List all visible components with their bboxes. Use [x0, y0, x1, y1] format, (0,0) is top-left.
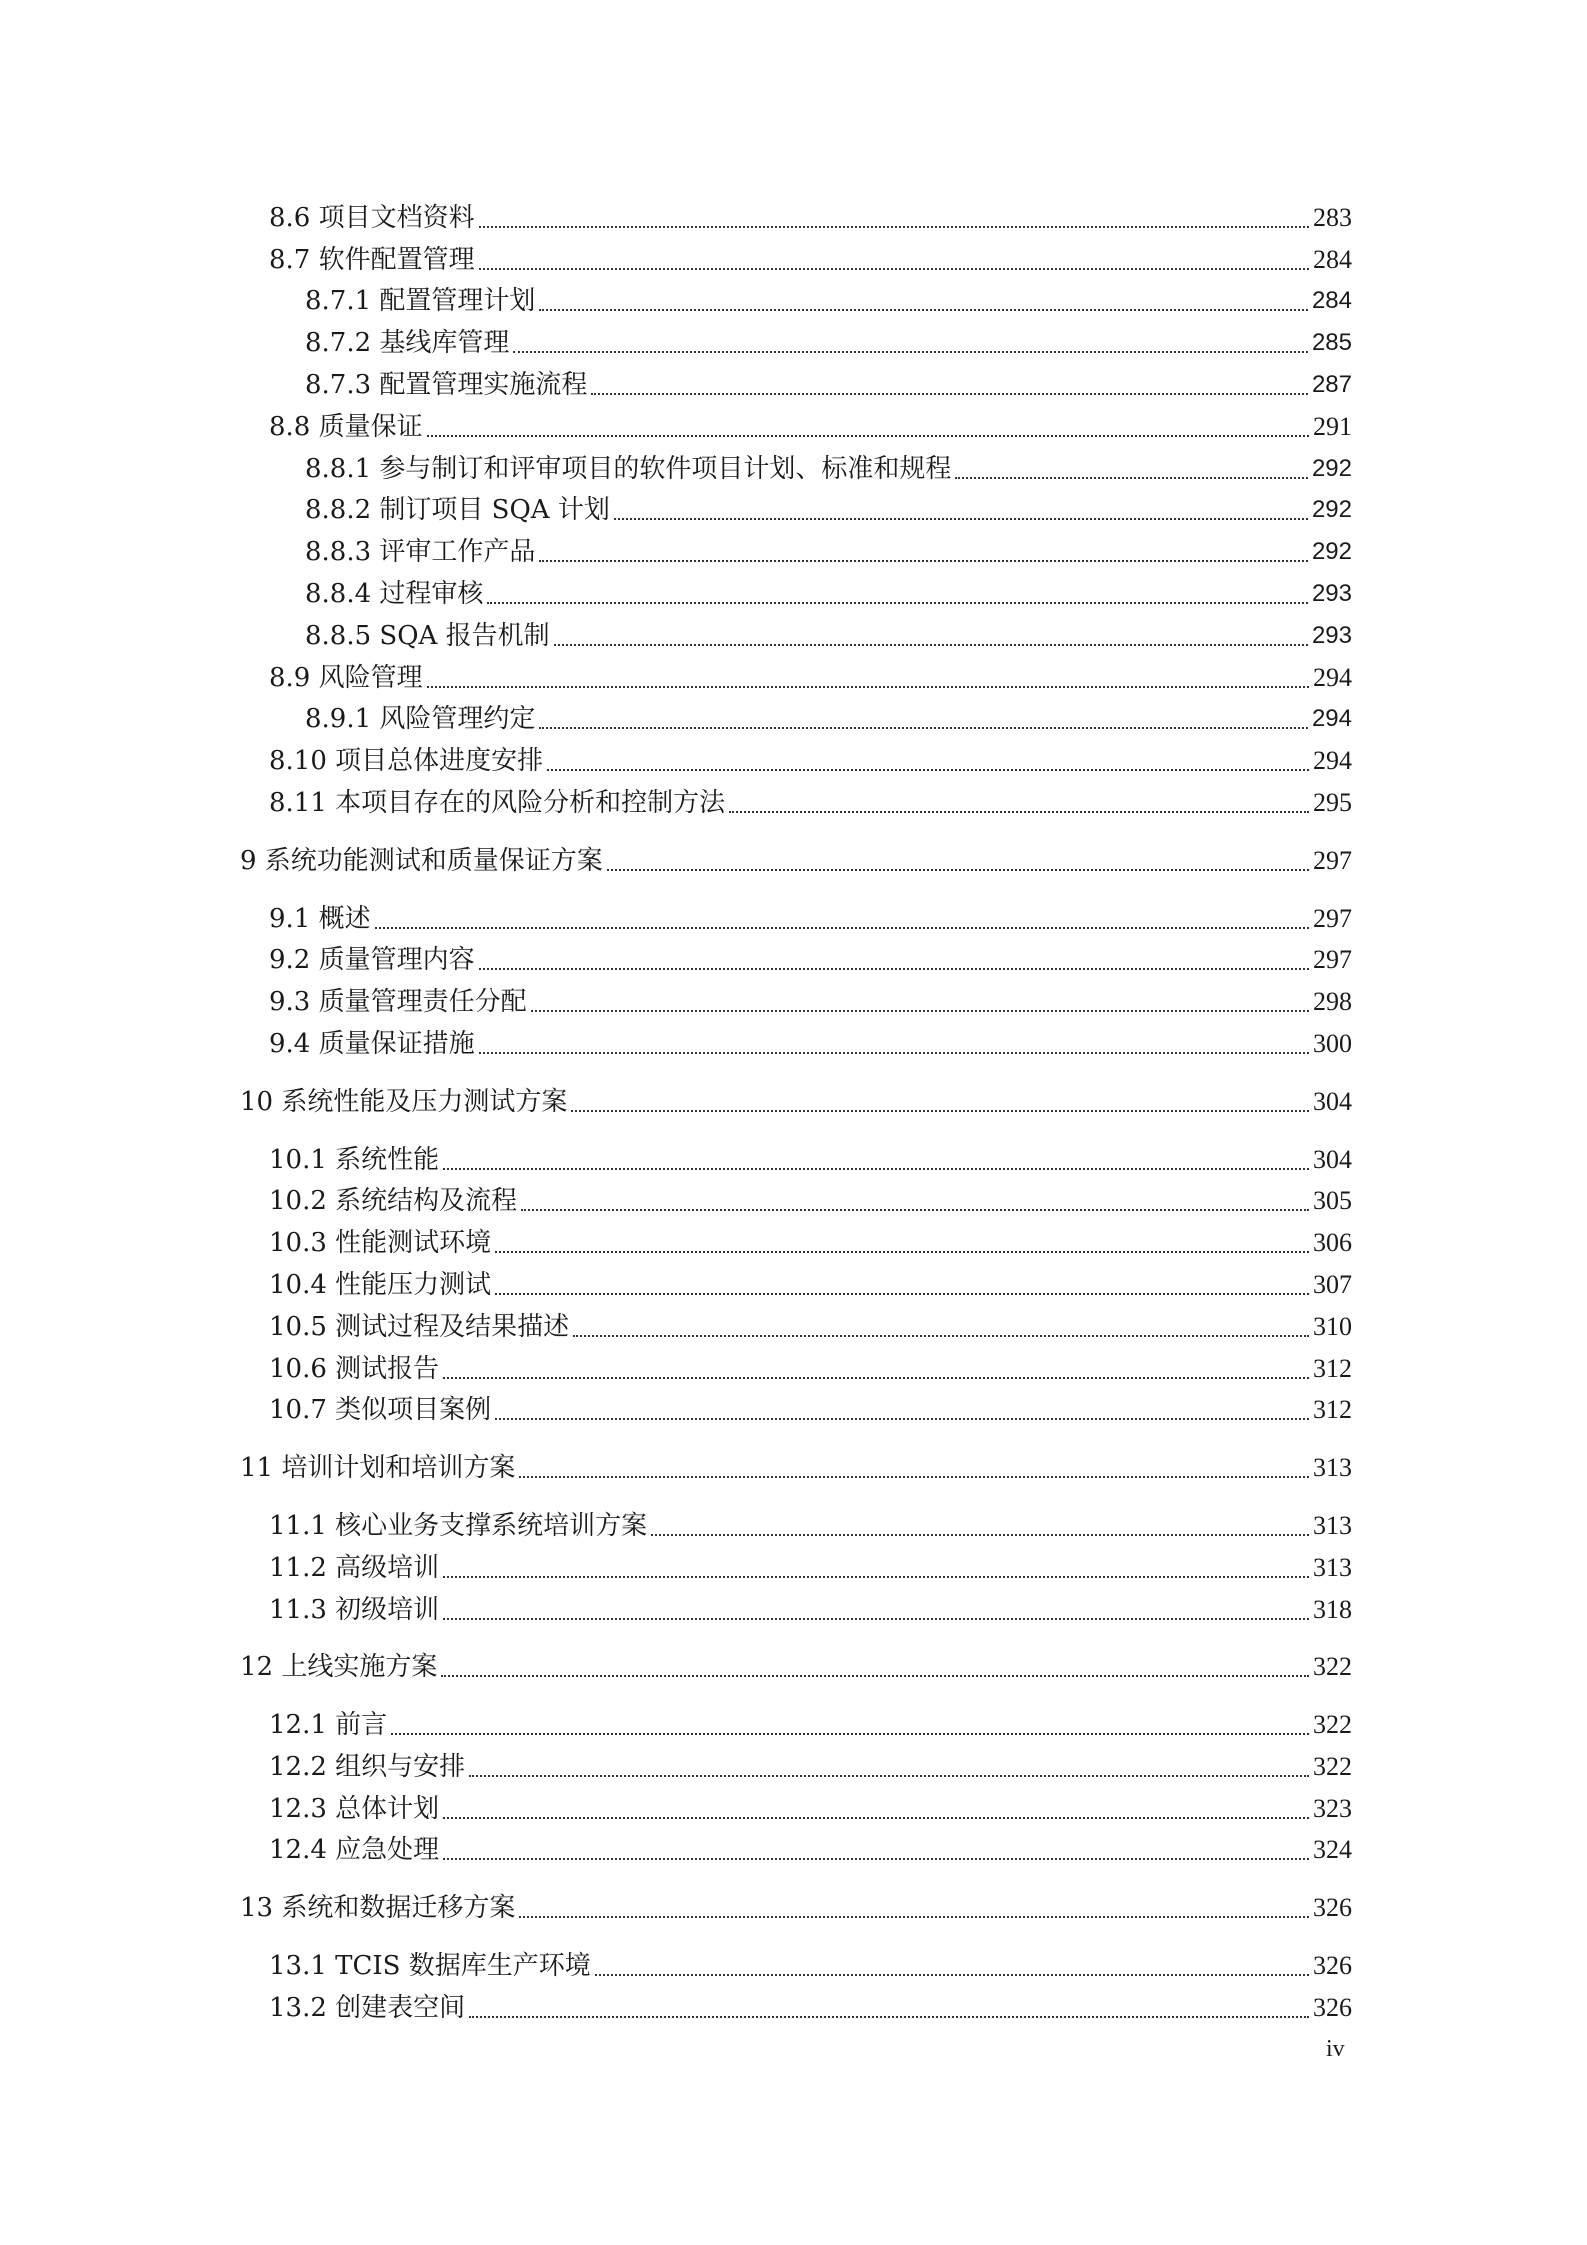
toc-dot-leader [571, 1110, 1309, 1112]
toc-entry-title: 11 培训计划和培训方案 [240, 1453, 516, 1484]
toc-entry-title: 8.8.2 制订项目 SQA 计划 [305, 495, 610, 526]
toc-entry-title: 8.7.3 配置管理实施流程 [305, 369, 588, 400]
toc-entry-title: 8.7 软件配置管理 [269, 244, 475, 275]
toc-dot-leader [479, 268, 1309, 270]
toc-entry[interactable] [240, 1177, 1352, 1219]
toc-dot-leader [539, 309, 1308, 311]
toc-entry-title: 8.8 质量保证 [269, 411, 423, 442]
toc-dot-leader [955, 477, 1308, 479]
toc-entry-title: 8.11 本项目存在的风险分析和控制方法 [269, 787, 726, 818]
toc-entry-page: 287 [1311, 370, 1352, 398]
toc-entry-title: 9.4 质量保证措施 [269, 1028, 475, 1059]
toc-entry-page: 304 [1313, 1144, 1352, 1174]
toc-dot-leader [479, 968, 1309, 970]
toc-entry-page: 312 [1313, 1353, 1352, 1383]
toc-entry-page: 293 [1311, 621, 1352, 649]
toc-dot-leader [427, 435, 1309, 437]
toc-entry-title: 13.2 创建表空间 [269, 1992, 466, 2023]
toc-entry-title: 8.8.1 参与制订和评审项目的软件项目计划、标准和规程 [305, 453, 952, 484]
toc-dot-leader [495, 1293, 1309, 1295]
toc-entry-page: 285 [1311, 329, 1352, 357]
toc-entry-page: 305 [1313, 1186, 1352, 1216]
toc-entry-title: 13.1 TCIS 数据库生产环境 [269, 1951, 591, 1982]
toc-entry[interactable] [240, 1077, 1352, 1119]
toc-entry-page: 318 [1313, 1594, 1352, 1624]
toc-entry-page: 326 [1313, 1893, 1352, 1923]
toc-entry[interactable] [240, 836, 1352, 878]
toc-entry-page: 297 [1313, 845, 1352, 875]
toc-entry[interactable] [240, 1826, 1352, 1868]
toc-entry[interactable] [240, 611, 1352, 653]
toc-entry-page: 322 [1313, 1751, 1352, 1781]
toc-dot-leader [469, 1775, 1309, 1777]
toc-dot-leader [519, 1916, 1309, 1918]
toc-entry[interactable] [240, 1700, 1352, 1742]
toc-entry[interactable] [240, 1218, 1352, 1260]
toc-entry[interactable] [240, 527, 1352, 569]
toc-dot-leader [591, 393, 1308, 395]
toc-entry[interactable] [240, 1585, 1352, 1627]
toc-entry-page: 294 [1313, 746, 1352, 776]
toc-entry[interactable] [240, 736, 1352, 778]
toc-entry-page: 310 [1313, 1311, 1352, 1341]
toc-dot-leader [729, 811, 1309, 813]
toc-entry-title: 12.1 前言 [269, 1710, 388, 1741]
toc-entry-page: 298 [1313, 987, 1352, 1017]
toc-entry-page: 326 [1313, 1992, 1352, 2022]
toc-entry-title: 8.8.5 SQA 报告机制 [305, 620, 550, 651]
toc-entry[interactable] [240, 894, 1352, 936]
toc-entry[interactable] [240, 360, 1352, 402]
toc-entry-page: 291 [1313, 411, 1352, 441]
toc-entry-page: 322 [1313, 1710, 1352, 1740]
toc-entry-title: 9.3 质量管理责任分配 [269, 987, 527, 1018]
toc-entry-page: 312 [1313, 1395, 1352, 1425]
toc-entry-title: 8.7.2 基线库管理 [305, 328, 510, 359]
page-number-footer: iv [1326, 2036, 1345, 2062]
toc-entry[interactable] [240, 1501, 1352, 1543]
toc-dot-leader [595, 1974, 1309, 1976]
toc-entry-page: 300 [1313, 1028, 1352, 1058]
toc-entry-page: 306 [1313, 1228, 1352, 1258]
toc-entry[interactable] [240, 444, 1352, 486]
toc-entry[interactable] [240, 1543, 1352, 1585]
toc-entry-page: 294 [1313, 662, 1352, 692]
toc-dot-leader [521, 1209, 1309, 1211]
toc-dot-leader [539, 560, 1308, 562]
toc-dot-leader [513, 351, 1308, 353]
toc-entry[interactable] [240, 778, 1352, 820]
toc-entry-page: 294 [1311, 705, 1352, 733]
toc-entry[interactable] [240, 1344, 1352, 1386]
table-of-contents [240, 193, 1352, 2025]
toc-dot-leader [427, 686, 1309, 688]
toc-dot-leader [573, 1335, 1309, 1337]
toc-dot-leader [443, 1618, 1309, 1620]
toc-entry-title: 12 上线实施方案 [240, 1652, 438, 1683]
toc-entry-page: 323 [1313, 1793, 1352, 1823]
toc-entry-page: 313 [1313, 1552, 1352, 1582]
toc-entry[interactable] [240, 653, 1352, 695]
toc-entry-title: 8.6 项目文档资料 [269, 202, 475, 233]
toc-dot-leader [495, 1418, 1309, 1420]
toc-entry-title: 8.8.4 过程审核 [305, 578, 484, 609]
toc-entry-title: 10.6 测试报告 [269, 1353, 440, 1384]
toc-entry-page: 295 [1313, 787, 1352, 817]
toc-dot-leader [651, 1534, 1309, 1536]
toc-entry-title: 10 系统性能及压力测试方案 [240, 1086, 568, 1117]
toc-entry-page: 292 [1311, 454, 1352, 482]
toc-entry[interactable] [240, 277, 1352, 319]
toc-entry-title: 10.1 系统性能 [269, 1144, 440, 1175]
toc-entry-page: 284 [1313, 244, 1352, 274]
toc-entry-page: 307 [1313, 1269, 1352, 1299]
toc-entry-title: 9.1 概述 [269, 903, 371, 934]
toc-entry-page: 322 [1313, 1652, 1352, 1682]
toc-dot-leader [614, 518, 1308, 520]
toc-entry-page: 324 [1313, 1835, 1352, 1865]
toc-entry-page: 326 [1313, 1951, 1352, 1981]
toc-entry-page: 292 [1311, 538, 1352, 566]
toc-entry-title: 13 系统和数据迁移方案 [240, 1893, 516, 1924]
toc-entry[interactable] [240, 1742, 1352, 1784]
toc-entry[interactable] [240, 193, 1352, 235]
toc-entry-page: 297 [1313, 945, 1352, 975]
toc-entry-title: 8.10 项目总体进度安排 [269, 746, 544, 777]
toc-entry-page: 293 [1311, 579, 1352, 607]
toc-entry-title: 12.3 总体计划 [269, 1793, 440, 1824]
toc-entry[interactable] [240, 1443, 1352, 1485]
toc-dot-leader [443, 1576, 1309, 1578]
toc-dot-leader [441, 1675, 1309, 1677]
toc-entry-title: 8.9 风险管理 [269, 662, 423, 693]
toc-dot-leader [479, 1052, 1309, 1054]
toc-entry[interactable] [240, 1941, 1352, 1983]
toc-dot-leader [391, 1733, 1309, 1735]
toc-dot-leader [531, 1010, 1309, 1012]
toc-dot-leader [495, 1251, 1309, 1253]
toc-dot-leader [519, 1476, 1309, 1478]
toc-entry[interactable] [240, 1983, 1352, 2025]
toc-entry-page: 304 [1313, 1086, 1352, 1116]
toc-entry-title: 8.8.3 评审工作产品 [305, 537, 536, 568]
toc-entry[interactable] [240, 1386, 1352, 1428]
toc-entry[interactable] [240, 235, 1352, 277]
toc-entry-title: 10.2 系统结构及流程 [269, 1186, 518, 1217]
toc-entry-title: 9.2 质量管理内容 [269, 945, 475, 976]
toc-entry[interactable] [240, 695, 1352, 737]
toc-entry[interactable] [240, 1135, 1352, 1177]
toc-entry-title: 10.4 性能压力测试 [269, 1269, 492, 1300]
toc-dot-leader [443, 1817, 1309, 1819]
toc-entry-title: 11.1 核心业务支撑系统培训方案 [269, 1510, 648, 1541]
toc-dot-leader [479, 226, 1309, 228]
toc-entry-page: 313 [1313, 1453, 1352, 1483]
toc-entry-title: 12.4 应急处理 [269, 1835, 440, 1866]
toc-entry[interactable] [240, 1260, 1352, 1302]
toc-entry-page: 297 [1313, 903, 1352, 933]
toc-entry-title: 10.3 性能测试环境 [269, 1228, 492, 1259]
toc-dot-leader [375, 927, 1309, 929]
toc-dot-leader [469, 2016, 1309, 2018]
toc-entry-title: 8.7.1 配置管理计划 [305, 286, 536, 317]
toc-entry[interactable] [240, 936, 1352, 978]
toc-entry-title: 10.7 类似项目案例 [269, 1395, 492, 1426]
toc-entry[interactable] [240, 977, 1352, 1019]
toc-entry-page: 313 [1313, 1510, 1352, 1540]
toc-entry-page: 283 [1313, 202, 1352, 232]
toc-entry[interactable] [240, 1784, 1352, 1826]
toc-entry[interactable] [240, 486, 1352, 528]
toc-dot-leader [554, 644, 1308, 646]
toc-entry[interactable] [240, 569, 1352, 611]
toc-entry-title: 11.3 初级培训 [269, 1594, 440, 1625]
toc-entry-title: 10.5 测试过程及结果描述 [269, 1311, 570, 1342]
toc-dot-leader [443, 1858, 1309, 1860]
toc-entry-page: 284 [1311, 287, 1352, 315]
toc-entry-title: 9 系统功能测试和质量保证方案 [240, 845, 603, 876]
toc-dot-leader [487, 602, 1308, 604]
toc-entry[interactable] [240, 1302, 1352, 1344]
toc-dot-leader [547, 769, 1309, 771]
toc-entry[interactable] [240, 1883, 1352, 1925]
toc-entry[interactable] [240, 1643, 1352, 1685]
toc-dot-leader [443, 1377, 1309, 1379]
toc-entry-title: 8.9.1 风险管理约定 [305, 704, 536, 735]
toc-entry[interactable] [240, 318, 1352, 360]
toc-entry[interactable] [240, 1019, 1352, 1061]
toc-entry-page: 292 [1311, 496, 1352, 524]
toc-dot-leader [443, 1168, 1309, 1170]
toc-dot-leader [539, 727, 1308, 729]
toc-entry-title: 11.2 高级培训 [269, 1552, 440, 1583]
toc-entry-title: 12.2 组织与安排 [269, 1751, 466, 1782]
toc-dot-leader [607, 869, 1309, 871]
toc-entry[interactable] [240, 402, 1352, 444]
